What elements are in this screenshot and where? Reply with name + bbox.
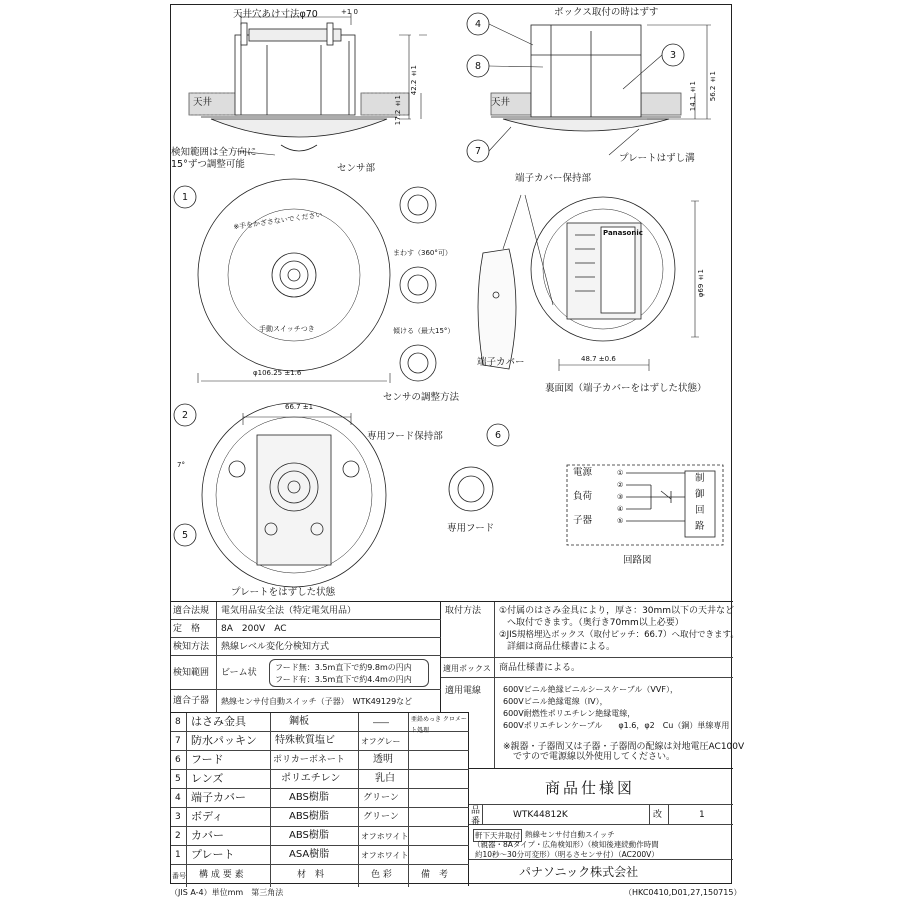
ceiling-label-right: 天井 bbox=[491, 97, 511, 108]
footer-right: （HKC0410,D01,27,150715） bbox=[624, 888, 742, 897]
callout-8: 8 bbox=[475, 61, 482, 72]
back-view-caption: 裏面図（端子カバーをはずした状態） bbox=[545, 383, 707, 394]
ctrl-char-2: 御 bbox=[695, 489, 705, 500]
part-no: 5 bbox=[175, 774, 181, 784]
drawing-sheet bbox=[170, 4, 745, 884]
part-name: レンズ bbox=[191, 772, 224, 785]
rating-header: 定 格 bbox=[173, 624, 201, 634]
mount-2: へ取付できます。（奥行き70mm以上必要） bbox=[507, 618, 684, 628]
rating-value: 8A 200V AC bbox=[221, 624, 287, 634]
plate-dim: 66.7 ±1 bbox=[285, 403, 314, 411]
part-material: ポリエチレン bbox=[281, 773, 341, 784]
plate-removed-view bbox=[174, 403, 386, 587]
side-view-right bbox=[467, 13, 711, 162]
spec-area bbox=[171, 601, 745, 885]
part-no: 1 bbox=[175, 850, 181, 860]
box-mount-note: ボックス取付の時はずす bbox=[554, 7, 659, 18]
sensor-part-label: センサ部 bbox=[337, 163, 376, 174]
wire-3: 600V耐燃性ポリエチレン絶縁電線， bbox=[503, 709, 636, 718]
part-material: 鋼板 bbox=[289, 716, 309, 727]
terminal-3: ③ bbox=[617, 493, 624, 501]
terminal-4: ④ bbox=[617, 505, 624, 513]
wire-4: 600Vポリエチレンケーブル φ1.6，φ2 Cu（銅）単線専用 bbox=[503, 721, 730, 730]
part-no: 7 bbox=[175, 736, 181, 746]
part-no: 2 bbox=[175, 831, 181, 841]
ctrl-char-1: 制 bbox=[695, 473, 705, 484]
terminal-5: ⑤ bbox=[617, 517, 624, 525]
child-header: 適合子器 bbox=[173, 696, 210, 706]
part-material: ABS樹脂 bbox=[289, 811, 329, 822]
part-no: 6 bbox=[175, 755, 181, 765]
header-no: 番号 bbox=[172, 872, 186, 880]
callout-1: 1 bbox=[182, 192, 189, 203]
drawing-title: 商品仕様図 bbox=[545, 779, 636, 797]
part-name: 防水パッキン bbox=[191, 734, 257, 747]
child-value: 熱線センサ付自動スイッチ（子器） WTK49129など bbox=[221, 697, 413, 706]
part-name: 端子カバー bbox=[191, 791, 246, 804]
manual-switch-label: 手動スイッチつき bbox=[259, 325, 315, 333]
title-block bbox=[469, 768, 733, 886]
plate-groove-label: プレートはずし溝 bbox=[619, 153, 695, 164]
header-note: 備 考 bbox=[421, 870, 449, 880]
side-view-left bbox=[189, 13, 427, 155]
header-name: 構 成 要 素 bbox=[199, 870, 244, 880]
rev-value: 1 bbox=[699, 810, 705, 820]
desc-tag: 軒下天井取付 bbox=[475, 831, 520, 840]
dim-14-1: 14.1 ±1 bbox=[689, 81, 697, 112]
part-no: 8 bbox=[175, 717, 181, 727]
detect-note-2: 15°ずつ調整可能 bbox=[171, 159, 245, 170]
callout-4: 4 bbox=[475, 19, 482, 30]
box-value: 商品仕様書による。 bbox=[499, 663, 581, 673]
header-color: 色 彩 bbox=[371, 870, 392, 880]
dim-17-2: 17.2 ±1 bbox=[394, 95, 402, 126]
technical-drawing bbox=[171, 5, 733, 605]
front-diameter: φ106.25 ±1.6 bbox=[253, 369, 302, 377]
part-no: 3 bbox=[175, 812, 181, 822]
ring-warning-text: ※手をかざさないでください bbox=[232, 210, 323, 232]
cover-label: 端子カバー bbox=[477, 357, 525, 368]
plate-off-caption: プレートをはずした状態 bbox=[231, 587, 336, 598]
cover-holder-label: 端子カバー保持部 bbox=[515, 173, 592, 184]
load-label: 負荷 bbox=[573, 491, 593, 502]
callout-3: 3 bbox=[670, 50, 677, 61]
adjust-method-caption: センサの調整方法 bbox=[383, 392, 460, 403]
detect-note-1: 検知範囲は全方向に bbox=[171, 147, 257, 158]
part-no: 4 bbox=[175, 793, 181, 803]
dim-42-2: 42.2 ±1 bbox=[410, 65, 418, 96]
hood-caption: 専用フード bbox=[447, 523, 495, 534]
terminal-1: ① bbox=[617, 469, 624, 477]
desc-2: （親器・8Aタイプ・広角検知形）（検知後連続動作時間 bbox=[473, 840, 659, 849]
part-color: グリーン bbox=[363, 793, 399, 803]
part-name: カバー bbox=[191, 829, 224, 842]
header-material: 材 料 bbox=[297, 870, 325, 880]
back-view bbox=[531, 197, 699, 371]
mount-1: ①付属のはさみ金具により，厚さ：30mm以下の天井など bbox=[499, 606, 735, 616]
wire-6: ですので電源線以外使用してください。 bbox=[513, 752, 676, 762]
part-color: 透明 bbox=[373, 754, 393, 765]
wire-header: 適用電線 bbox=[445, 686, 482, 696]
callout-7: 7 bbox=[475, 146, 482, 157]
desc-3: 約10秒～30分可変形）（明るさセンサ付）（AC200V） bbox=[475, 850, 659, 859]
range-type: ビーム状 bbox=[221, 668, 257, 678]
front-view bbox=[174, 179, 390, 383]
mount-header: 取付方法 bbox=[445, 606, 482, 616]
hole-tolerance: +1 0 bbox=[341, 8, 358, 16]
hood-holder-label: 専用フード保持部 bbox=[367, 431, 443, 442]
tilt-label: 傾ける（最大15°） bbox=[393, 327, 455, 335]
back-width: 48.7 ±0.6 bbox=[581, 355, 616, 363]
callout-5: 5 bbox=[182, 530, 189, 541]
back-diameter: φ69 ±1 bbox=[697, 269, 705, 298]
part-material: ABS樹脂 bbox=[289, 792, 329, 803]
part-material: ポリカーボネート bbox=[273, 755, 345, 765]
plate-angle: 7° bbox=[177, 461, 185, 469]
range-1: フード無：3.5m直下で約9.8mの円内 bbox=[275, 663, 412, 672]
spec-left bbox=[171, 602, 441, 712]
hinban-header: 品番 bbox=[471, 806, 481, 827]
wire-2: 600Vビニル絶縁電線（IV）， bbox=[503, 697, 608, 706]
method-header: 検知方法 bbox=[173, 642, 210, 652]
part-color: オフグレー bbox=[361, 737, 401, 746]
terminal-2: ② bbox=[617, 481, 624, 489]
spec-right bbox=[441, 602, 745, 768]
circuit-caption: 回路図 bbox=[623, 555, 652, 566]
mount-4: 詳細は商品仕様書による。 bbox=[507, 642, 616, 652]
part-name: ボディ bbox=[191, 810, 224, 823]
part-color: ―― bbox=[373, 718, 389, 727]
rev-header: 改 bbox=[653, 810, 663, 820]
part-note: 亜鉛めっき クロメート処理 bbox=[411, 716, 467, 734]
hole-size-label: 天井穴あけ寸法φ70 bbox=[233, 9, 318, 20]
part-material: ABS樹脂 bbox=[289, 830, 329, 841]
range-header: 検知範囲 bbox=[173, 668, 210, 678]
terminal-cover bbox=[478, 195, 553, 369]
part-color: オフホワイト bbox=[361, 832, 409, 841]
box-header: 適用ボックス bbox=[443, 664, 491, 673]
part-material: ASA樹脂 bbox=[289, 849, 330, 860]
law-value: 電気用品安全法（特定電気用品） bbox=[221, 606, 357, 616]
ctrl-char-4: 路 bbox=[695, 521, 705, 532]
child-label: 子器 bbox=[573, 515, 593, 526]
dim-56-2: 56.2 ±1 bbox=[709, 71, 717, 102]
mount-3: ②JIS規格埋込ボックス（取付ピッチ：66.7）へ取付できます。 bbox=[499, 630, 739, 640]
sensor-adjust bbox=[400, 187, 436, 381]
part-color: グリーン bbox=[363, 812, 399, 822]
range-2: フード有：3.5m直下で約4.4mの円内 bbox=[275, 675, 412, 684]
desc-1: 熱線センサ付自動スイッチ bbox=[525, 830, 615, 839]
law-header: 適合法規 bbox=[173, 606, 210, 616]
part-name: はさみ金具 bbox=[191, 715, 246, 728]
wire-1: 600Vビニル絶縁ビニルシースケーブル（VVF）， bbox=[503, 685, 678, 694]
method-value: 熱線レベル変化分検知方式 bbox=[221, 642, 330, 652]
callout-2: 2 bbox=[182, 410, 189, 421]
callout-6: 6 bbox=[495, 430, 502, 441]
power-label: 電源 bbox=[573, 467, 593, 478]
wire-5: ※親器・子器間又は子器・子器間の配線は対地電圧AC100V bbox=[503, 742, 745, 752]
part-name: プレート bbox=[191, 848, 235, 861]
part-name: フード bbox=[191, 753, 224, 766]
brand-mark: Panasonic bbox=[603, 229, 643, 237]
part-color: オフホワイト bbox=[361, 851, 409, 860]
ctrl-char-3: 回 bbox=[695, 505, 705, 516]
company-name: パナソニック株式会社 bbox=[519, 865, 639, 879]
parts-table bbox=[171, 712, 469, 886]
part-color: 乳白 bbox=[375, 773, 395, 784]
ceiling-label-left: 天井 bbox=[193, 97, 213, 108]
hinban-value: WTK44812K bbox=[513, 810, 568, 820]
footer-left: （JIS A-4）単位mm 第三角法 bbox=[170, 888, 284, 897]
rotate-label: まわす（360°可） bbox=[393, 249, 452, 257]
part-material: 特殊軟質塩ビ bbox=[275, 735, 335, 746]
